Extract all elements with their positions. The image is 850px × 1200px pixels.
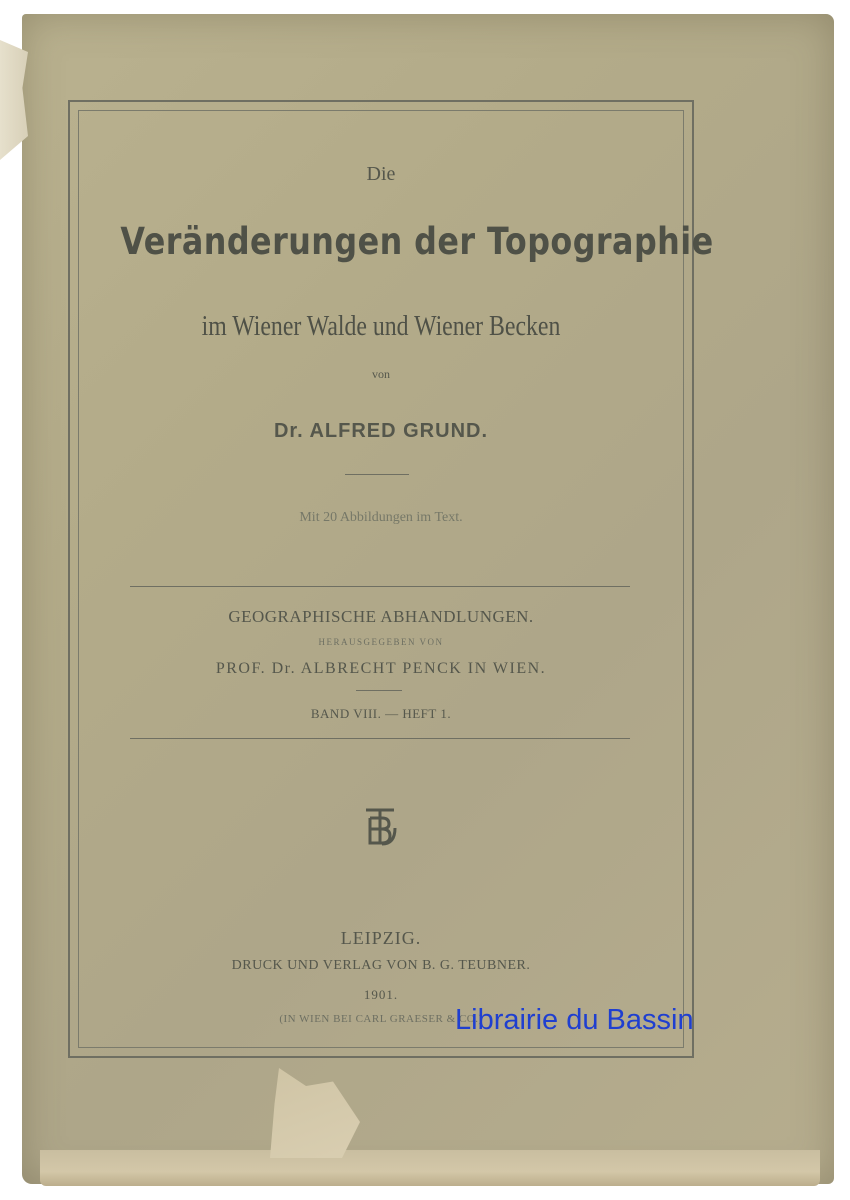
author-name: Dr. ALFRED GRUND.: [273, 420, 489, 442]
illustrations-note: Mit 20 Abbildungen im Text.: [299, 510, 463, 525]
series-editor: PROF. Dr. ALBRECHT PENCK IN WIEN.: [215, 660, 547, 677]
cover-worn-bottom-edge: [40, 1150, 820, 1186]
divider-short-upper: [345, 474, 409, 475]
publisher-monogram-icon: [362, 806, 398, 848]
series-title: GEOGRAPHISCHE ABHANDLUNGEN.: [228, 607, 534, 626]
divider-series-bottom: [130, 738, 630, 739]
book-subtitle: im Wiener Walde und Wiener Becken: [201, 310, 561, 342]
divider-short-lower: [356, 690, 402, 691]
vienna-distributor-note: (IN WIEN BEI CARL GRAESER & CO.): [279, 1013, 483, 1025]
book-title: Veränderungen der Topographie: [120, 220, 714, 263]
by-label: von: [372, 367, 390, 381]
publisher-line: DRUCK UND VERLAG VON B. G. TEUBNER.: [231, 958, 531, 973]
divider-series-top: [130, 586, 630, 587]
editor-note: HERAUSGEGEBEN VON: [318, 637, 444, 647]
volume-issue: BAND VIII. — HEFT 1.: [310, 706, 452, 721]
publication-year: 1901.: [363, 987, 399, 1002]
publication-place: LEIPZIG.: [340, 928, 422, 948]
bookseller-watermark: Librairie du Bassin: [455, 1004, 694, 1036]
title-article: Die: [366, 163, 396, 185]
